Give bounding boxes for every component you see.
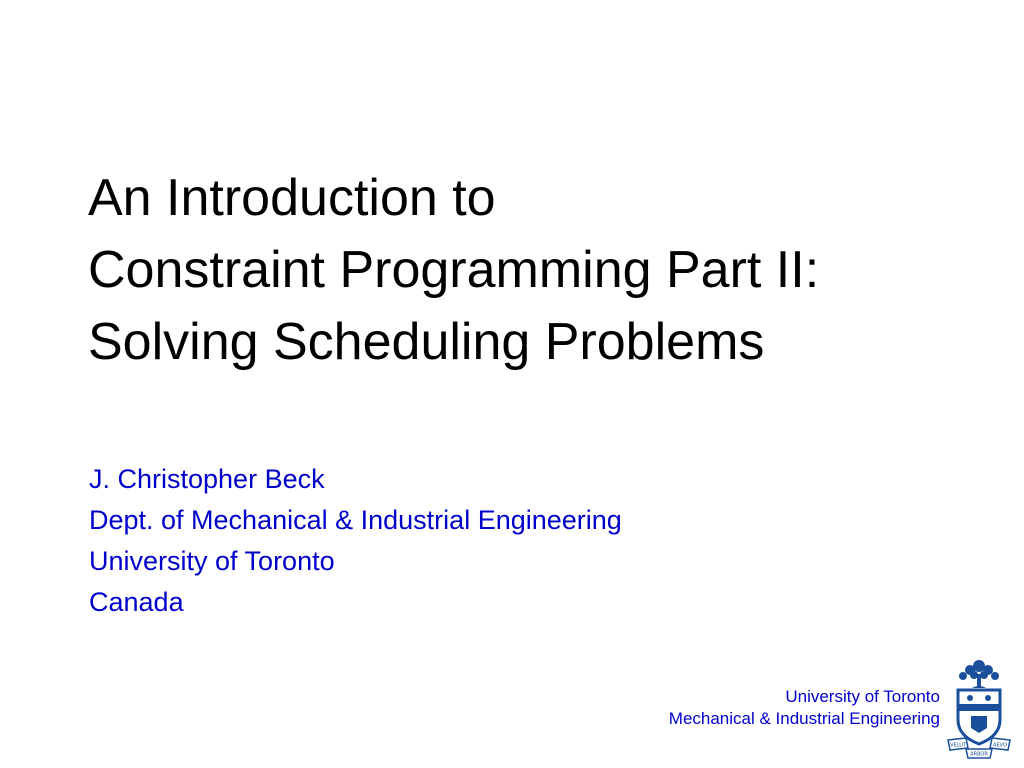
crest-motto-right: AEVO	[993, 742, 1007, 749]
crest-motto-left: VELUT	[950, 742, 966, 749]
author-name: J. Christopher Beck	[89, 464, 325, 494]
footer-department: Mechanical & Industrial Engineering	[668, 709, 940, 728]
author-country: Canada	[89, 587, 184, 617]
crest-tree	[959, 660, 999, 688]
slide-title	[88, 162, 819, 378]
author-block	[89, 459, 622, 623]
title-line-3: Solving Scheduling Problems	[88, 313, 765, 371]
author-department: Dept. of Mechanical & Industrial Engineering	[89, 505, 622, 535]
university-crest-icon	[944, 654, 1014, 762]
title-line-1: An Introduction to	[88, 169, 496, 227]
footer-university: University of Toronto	[785, 687, 940, 706]
title-line-2: Constraint Programming Part II:	[88, 241, 820, 299]
slide-footer	[669, 686, 940, 730]
crest-motto-bottom: ARBOR	[970, 751, 988, 758]
author-university: University of Toronto	[89, 546, 335, 576]
